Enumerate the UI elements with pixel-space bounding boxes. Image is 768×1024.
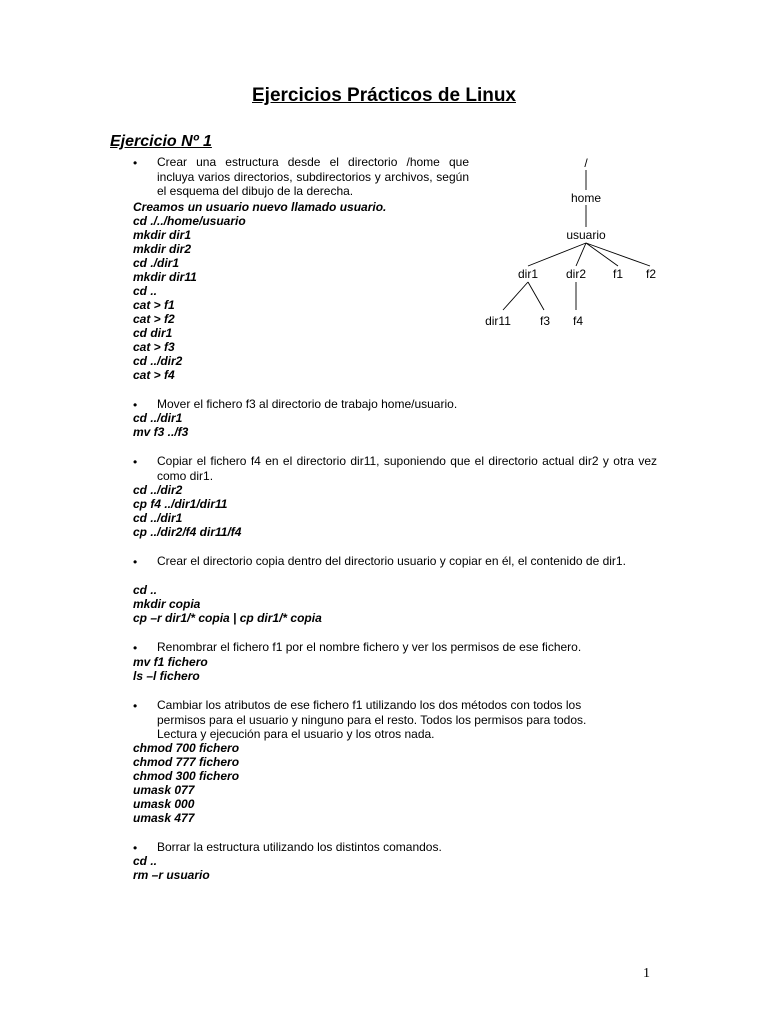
command-line: mkdir dir1 xyxy=(133,228,192,242)
command-line: rm –r usuario xyxy=(133,868,210,882)
command-line: chmod 777 fichero xyxy=(133,755,240,769)
command-line: cd ../dir1 xyxy=(133,411,183,425)
command-line: cd .. xyxy=(133,284,158,298)
command-line: cd .. xyxy=(133,854,158,868)
document-title: Ejercicios Prácticos de Linux xyxy=(252,85,516,106)
tree-edge xyxy=(503,282,528,310)
exercise-3-text: Copiar el fichero f4 en el directorio dir11, suponiendo que el directorio actual dir2 y otra vez como dir1. xyxy=(157,454,657,483)
tree-node-home: home xyxy=(570,191,602,205)
command-line: cd ./../home/usuario xyxy=(133,214,246,228)
section-heading: Ejercicio Nº 1 xyxy=(110,133,212,150)
command-line: mv f1 fichero xyxy=(133,655,208,669)
command-line: cd .. xyxy=(133,583,158,597)
bullet-1: • xyxy=(133,156,138,170)
command-line: cp ../dir2/f4 dir11/f4 xyxy=(133,525,242,539)
command-line: mv f3 ../f3 xyxy=(133,425,189,439)
command-line: cat > f1 xyxy=(133,298,175,312)
tree-node-f4: f4 xyxy=(572,314,584,328)
exercise-2-text: Mover el fichero f3 al directorio de trabajo home/usuario. xyxy=(157,397,458,411)
command-line: umask 077 xyxy=(133,783,195,797)
command-line: mkdir copia xyxy=(133,597,201,611)
tree-edge xyxy=(586,243,650,266)
bullet-4: • xyxy=(133,555,138,569)
command-line: cp –r dir1/* copia | cp dir1/* copia xyxy=(133,611,322,625)
bullet-2: • xyxy=(133,398,138,412)
exercise-6-text: Cambiar los atributos de ese fichero f1 utilizando los dos métodos con todos los permisos para el usuario y ninguno para el resto. Todos los permisos para todos. Lectura y ejecución para el usuario y los otros nada. xyxy=(157,698,587,741)
command-line: ls –l fichero xyxy=(133,669,200,683)
bullet-5: • xyxy=(133,641,138,655)
bullet-3: • xyxy=(133,455,138,469)
exercise-7-text: Borrar la estructura utilizando los distintos comandos. xyxy=(157,840,442,854)
tree-node-f1: f1 xyxy=(612,267,624,281)
tree-node-dir11: dir11 xyxy=(485,314,511,328)
bullet-6: • xyxy=(133,699,138,713)
command-line: cd ./dir1 xyxy=(133,256,180,270)
command-line: cd dir1 xyxy=(133,326,173,340)
tree-node-usuario: usuario xyxy=(566,228,606,242)
command-line: cp f4 ../dir1/dir11 xyxy=(133,497,228,511)
tree-edge xyxy=(528,282,544,310)
command-line: mkdir dir2 xyxy=(133,242,192,256)
tree-edge xyxy=(586,243,618,266)
page-number: 1 xyxy=(643,966,650,981)
command-line: umask 000 xyxy=(133,797,195,811)
exercise-1-intro: Creamos un usuario nuevo llamado usuario. xyxy=(133,200,387,214)
tree-node-f2: f2 xyxy=(645,267,657,281)
exercise-4-text: Crear el directorio copia dentro del directorio usuario y copiar en él, el contenido de dir1. xyxy=(157,554,626,568)
exercise-5-text: Renombrar el fichero f1 por el nombre fichero y ver los permisos de ese fichero. xyxy=(157,640,582,654)
command-line: umask 477 xyxy=(133,811,195,825)
tree-node-dir2: dir2 xyxy=(565,267,587,281)
tree-node-f3: f3 xyxy=(539,314,551,328)
exercise-1-text: Crear una estructura desde el directorio /home que incluya varios directorios, subdirectorios y archivos, según el esquema del dibujo de la derecha. xyxy=(157,155,469,198)
bullet-7: • xyxy=(133,841,138,855)
command-line: chmod 700 fichero xyxy=(133,741,240,755)
command-line: cat > f4 xyxy=(133,368,175,382)
tree-node-dir1: dir1 xyxy=(517,267,539,281)
command-line: cd ../dir2 xyxy=(133,483,183,497)
command-line: mkdir dir11 xyxy=(133,270,197,284)
command-line: cd ../dir1 xyxy=(133,511,183,525)
command-line: chmod 300 fichero xyxy=(133,769,240,783)
command-line: cat > f2 xyxy=(133,312,175,326)
command-line: cd ../dir2 xyxy=(133,354,183,368)
command-line: cat > f3 xyxy=(133,340,175,354)
tree-node-root: / xyxy=(584,156,588,170)
directory-tree-diagram xyxy=(478,150,678,335)
